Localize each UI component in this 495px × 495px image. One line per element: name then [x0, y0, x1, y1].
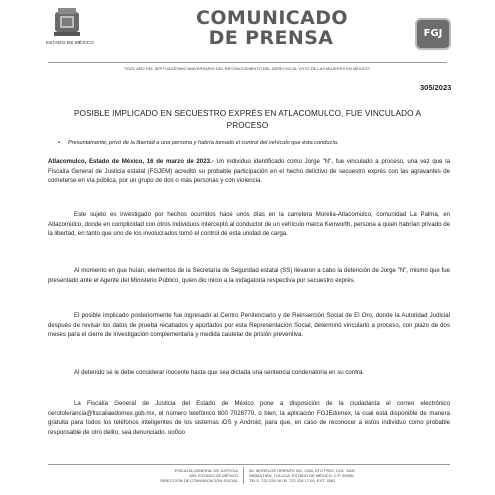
fgj-logo-text: FGJ: [423, 28, 443, 39]
footer-separator: [243, 467, 244, 484]
footer-divider: [48, 464, 450, 465]
headline: POSIBLE IMPLICADO EN SECUESTRO EXPRÉS EN ATLACOMULCO, FUE VINCULADO A PROCESO: [73, 109, 422, 130]
state-seal-icon: [52, 6, 82, 38]
footer-left-line-3: DIRECCIÓN DE COMUNICACIÓN SOCIAL: [160, 478, 238, 484]
paragraph-1: [48, 157, 450, 186]
header-divider: [48, 62, 447, 63]
motto: "2023. AÑO DEL SEPTUAGÉSIMO ANIVERSARIO DEL RECONOCIMIENTO DEL DERECHO AL VOTO DE LAS MUJERES EN MÉXICO".: [123, 66, 372, 71]
footer-address: [249, 468, 379, 484]
dateline: Atlacomulco, Estado de México, 16 de marzo de 2023.-: [48, 158, 214, 165]
fgj-logo: [415, 18, 451, 50]
paragraph-4: El posible implicado posteriormente fue ingresado al Centro Penitenciario y de Reinserción Social de El Oro, donde la Autoridad Judicial después de revisar los datos de prueba recabados y aportados por esta Representación Social, determinó vincularlo a proceso, con plazo de dos meses para el cierre de investigación complementaria y medida cautelar de prisión preventiva.: [48, 312, 450, 339]
paragraph-3: Al momento en que huían, elementos de la Secretaría de Seguridad estatal (SS) llevaron a cabo la detención de Jorge "N", mismo que fue presentado ante el Agente del Ministerio Público, quien dio inicio a la indagatoria respectiva por secuestro exprés.: [48, 267, 450, 284]
footer-left-line-2: DEL ESTADO DE MÉXICO: [189, 473, 238, 479]
footer-institution: [140, 468, 238, 484]
seal-caption: ESTADO DE MÉXICO: [46, 40, 94, 45]
paragraph-5: Al detenido se le debe considerar inocente hasta que sea dictada una sentencia condenatoria en su contra.: [74, 369, 364, 376]
bullet-icon: •: [58, 140, 60, 146]
title-line-2: DE PRENSA: [208, 27, 334, 49]
footer-right-line-1: AV. MORELOS ORIENTE NO. 1300, 8TO PISO, COL. SAN: [249, 468, 355, 473]
press-header: [0, 0, 495, 70]
document-number: 305/2023: [420, 83, 452, 92]
footer-right-line-2: SEBASTIÁN, TOLUCA, ESTADO DE MÉXICO, C.P. 50090.: [249, 473, 355, 479]
page-title: [196, 8, 346, 48]
paragraph-1-text: Un individuo identificado como Jorge "N", fue vinculado a proceso, una vez que la Fiscalía General de Justicia estatal (FGJEM) acreditó su probable participación en el hecho delictivo de secuestro exprés con las agravantes de cometerse en vía pública, por un grupo de dos o más personas y con violencia.: [48, 158, 450, 185]
paragraph-6: La Fiscalía General de Justicia del Estado de México pone a disposición de la ciudadanía el correo electrónico cerotolerancia@fiscaliaedomex.gob.mx, el número telefónico 800 7028770, o bien, la aplicación FGJEdomex, la cual está disponible de manera gratuita para todos los teléfonos inteligentes de los sistemas iOS y Android, para que, en caso de reconocer a estos individuo como probable responsable de otro delito, sea denunciado. oo0oo: [48, 400, 450, 436]
summary-text: Presuntamente, privó de la libertad a una persona y habría tomado el control del vehículo que ésta conducía.: [68, 140, 339, 146]
footer-left-line-1: FISCALÍA GENERAL DE JUSTICIA: [174, 468, 238, 473]
footer-right-line-3: TELS. 722 226 16 00, 722 226 17 00, EXT. 3381: [249, 478, 336, 484]
paragraph-2: Este sujeto es investigado por hechos ocurridos hace unos días en la carretera Morelia-Atlacomulco, comunidad La Palma, en Atlacomulco, donde en complicidad con otros individuos interceptó al conductor de un vehículo marca Kenworth, persona a quien habrían privado de la libertad, en tanto que uno de los involucrados tomó el control de esta unidad de carga.: [48, 211, 450, 238]
title-line-1: COMUNICADO: [196, 7, 348, 29]
